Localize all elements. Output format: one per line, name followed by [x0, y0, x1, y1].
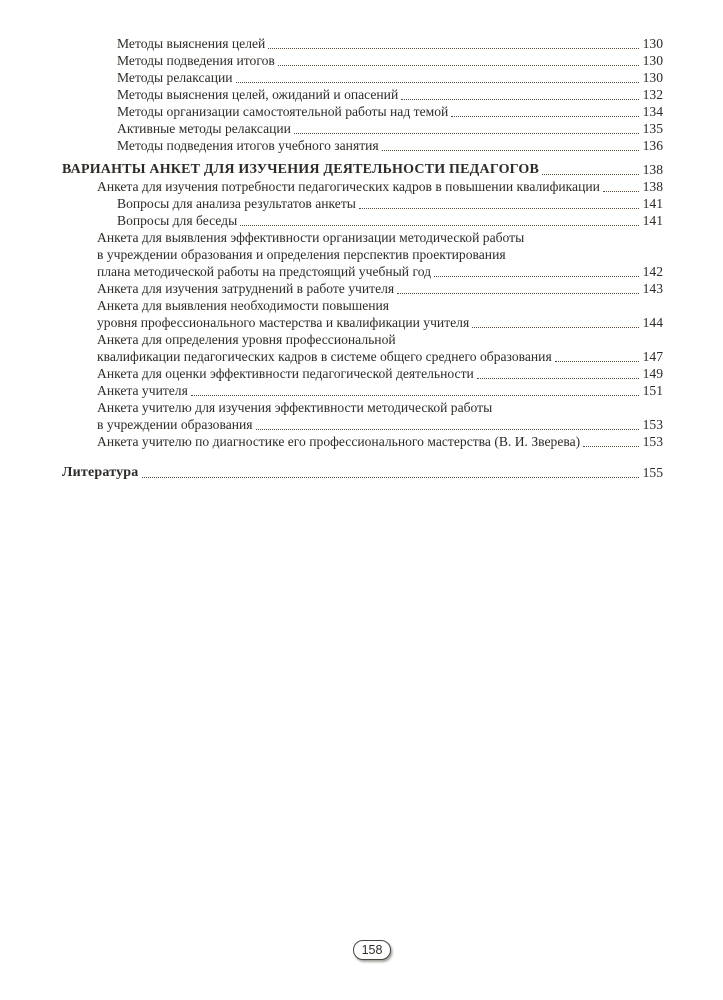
- toc-entry-title: Активные методы релаксации: [117, 121, 291, 136]
- toc-entry-line: [97, 382, 663, 399]
- toc-entry-title: Методы организации самостоятельной работы над темой: [117, 104, 449, 119]
- toc-entry-title: квалификации педагогических кадров в системе общего среднего образования: [97, 349, 552, 364]
- toc-entry-page-number: 136: [642, 138, 663, 153]
- toc-entry: [62, 365, 663, 382]
- dotted-leader: [451, 116, 638, 117]
- toc-entry-line: [117, 120, 663, 137]
- dotted-leader: [397, 293, 638, 294]
- dotted-leader: [142, 477, 639, 478]
- toc-entry-line: [117, 86, 663, 103]
- dotted-leader: [256, 429, 639, 430]
- toc-entry-title: ВАРИАНТЫ АНКЕТ ДЛЯ ИЗУЧЕНИЯ ДЕЯТЕЛЬНОСТИ ПЕДАГОГОВ: [62, 162, 540, 177]
- toc-entry-title: Анкета для оценки эффективности педагогической деятельности: [97, 366, 474, 381]
- dotted-leader: [555, 361, 639, 362]
- toc-entry-line: [97, 246, 663, 263]
- toc-entry-page-number: 149: [642, 366, 663, 381]
- dotted-leader: [477, 378, 639, 379]
- toc-entry-title: Методы выяснения целей, ожиданий и опасений: [117, 87, 399, 102]
- page-number-badge: [353, 940, 391, 960]
- dotted-leader: [268, 48, 638, 49]
- toc-entry-page-number: 138: [642, 179, 663, 194]
- toc-entry-title: Литература: [62, 465, 139, 480]
- toc-entry-title: Анкета для определения уровня профессиональной: [97, 332, 396, 347]
- toc-entry-line: [117, 35, 663, 52]
- toc-entry-title: Анкета для изучения затруднений в работе учителя: [97, 281, 395, 296]
- toc-entry: [62, 86, 663, 103]
- toc-entry-page-number: 147: [642, 349, 663, 364]
- toc-entry-line: [97, 297, 663, 314]
- toc-entry-title: уровня профессионального мастерства и квалификации учителя: [97, 315, 470, 330]
- toc-entry: [62, 69, 663, 86]
- toc-entry-page-number: 130: [642, 36, 663, 51]
- toc-entry: [62, 35, 663, 52]
- toc-entry-page-number: 130: [642, 70, 663, 85]
- toc-entry-page-number: 153: [642, 434, 663, 449]
- dotted-leader: [294, 133, 639, 134]
- toc-entry: [62, 161, 663, 178]
- toc-entry-line: [62, 464, 663, 481]
- toc-entry-page-number: 141: [642, 213, 663, 228]
- toc-entry: [62, 297, 663, 331]
- toc-entry-line: [97, 365, 663, 382]
- toc-entry: [62, 52, 663, 69]
- toc-entry-line: [97, 348, 663, 365]
- dotted-leader: [236, 82, 639, 83]
- toc-entry-page-number: 130: [642, 53, 663, 68]
- toc-entry-line: [97, 331, 663, 348]
- toc-entry-line: [117, 69, 663, 86]
- toc-entry-line: [97, 178, 663, 195]
- toc-entry: [62, 464, 663, 481]
- toc-entry-page-number: 151: [642, 383, 663, 398]
- toc-entry-title: Вопросы для беседы: [117, 213, 238, 228]
- toc-entry-line: [97, 314, 663, 331]
- toc-entry: [62, 195, 663, 212]
- toc-entry: [62, 212, 663, 229]
- toc-entry-line: [117, 212, 663, 229]
- toc-entry-line: [117, 52, 663, 69]
- toc-entry-line: [97, 433, 663, 450]
- toc-entry-line: [97, 229, 663, 246]
- toc-entry-line: [97, 263, 663, 280]
- toc-entry-title: Анкета для выявления эффективности организации методической работы: [97, 230, 525, 245]
- toc-entry-page-number: 141: [642, 196, 663, 211]
- toc-entry-page-number: 153: [642, 417, 663, 432]
- toc-entry: [62, 178, 663, 195]
- toc-entry-page-number: 155: [642, 465, 663, 480]
- toc-entry-line: [117, 103, 663, 120]
- toc-entry-line: [97, 399, 663, 416]
- toc-entry-title: в учреждении образования: [97, 417, 253, 432]
- toc-entry-title: Анкета учителю для изучения эффективности методической работы: [97, 400, 493, 415]
- toc-entry-page-number: 143: [642, 281, 663, 296]
- toc-entry-title: Анкета для выявления необходимости повышения: [97, 298, 390, 313]
- toc-entry-line: [62, 161, 663, 178]
- dotted-leader: [240, 225, 638, 226]
- toc-entry: [62, 137, 663, 154]
- dotted-leader: [359, 208, 639, 209]
- toc-entry-title: Методы релаксации: [117, 70, 233, 85]
- toc-entry-page-number: 144: [642, 315, 663, 330]
- toc-entry: [62, 103, 663, 120]
- toc-entry-title: Методы выяснения целей: [117, 36, 266, 51]
- dotted-leader: [191, 395, 639, 396]
- toc-entry-title: в учреждении образования и определения перспектив проектирования: [97, 247, 506, 262]
- toc-entry: [62, 382, 663, 399]
- dotted-leader: [472, 327, 638, 328]
- toc-entry-title: Анкета учителю по диагностике его профессионального мастерства (В. И. Зверева): [97, 434, 581, 449]
- toc-entry-line: [117, 195, 663, 212]
- toc-entry: [62, 331, 663, 365]
- dotted-leader: [603, 191, 639, 192]
- toc-entry: [62, 433, 663, 450]
- table-of-contents: [62, 35, 663, 481]
- dotted-leader: [401, 99, 638, 100]
- page-number: 158: [361, 943, 383, 957]
- toc-entry: [62, 399, 663, 433]
- toc-entry-title: Анкета для изучения потребности педагогических кадров в повышении квалификации: [97, 179, 600, 194]
- toc-entry: [62, 120, 663, 137]
- toc-entry-line: [97, 280, 663, 297]
- dotted-leader: [583, 446, 638, 447]
- toc-entry-page-number: 134: [642, 104, 663, 119]
- toc-entry: [62, 280, 663, 297]
- toc-entry-line: [117, 137, 663, 154]
- toc-entry-title: Анкета учителя: [97, 383, 188, 398]
- dotted-leader: [382, 150, 639, 151]
- toc-entry-page-number: 142: [642, 264, 663, 279]
- toc-entry-title: Методы подведения итогов учебного занятия: [117, 138, 379, 153]
- toc-entry-title: плана методической работы на предстоящий учебный год: [97, 264, 432, 279]
- toc-entry-title: Вопросы для анализа результатов анкеты: [117, 196, 356, 211]
- toc-entry-page-number: 138: [642, 162, 663, 177]
- toc-entry-page-number: 132: [642, 87, 663, 102]
- toc-entry-title: Методы подведения итогов: [117, 53, 275, 68]
- toc-entry-page-number: 135: [642, 121, 663, 136]
- dotted-leader: [542, 174, 639, 175]
- dotted-leader: [278, 65, 639, 66]
- toc-entry-line: [97, 416, 663, 433]
- toc-entry: [62, 229, 663, 280]
- dotted-leader: [434, 276, 639, 277]
